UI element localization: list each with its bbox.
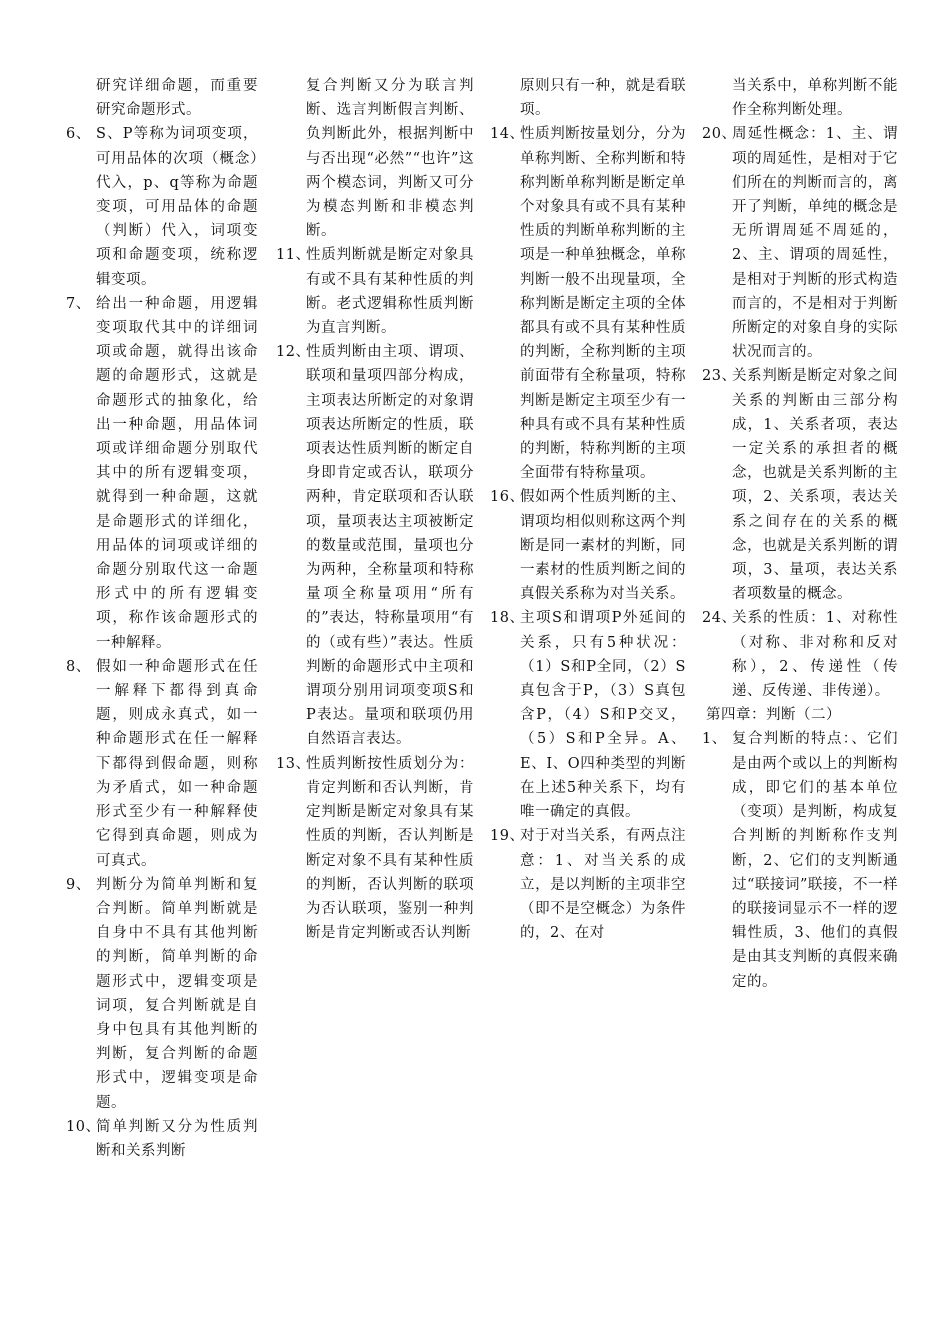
list-item <box>702 122 898 364</box>
list-item <box>490 485 686 606</box>
item-text: 关系的性质：1、对称性（对称、非对称和反对称），2、传递性（传递、反传递、非传递）。 <box>732 610 898 700</box>
item-number: 20、 <box>702 126 737 143</box>
item-text: 假如两个性质判断的主、谓项均相似则称这两个判断是同一素材的判断，同一素材的性质判断之间的真假关系称为对当关系。 <box>520 489 686 603</box>
list-item <box>702 727 898 993</box>
item-text: 性质判断按量划分，分为单称判断、全称判断和特称判断单称判断是断定单个对象具有或不具有某种性质的判断单称判断的主项是一种单独概念，单称判断一般不出现量项，全称判断是断定主项的全体都具有或不具有某种性质的判断，全称判断的主项前面带有全称量项，特称判断是断定主项至少有一种具有或不具有某种性质的判断，特称判断的主项全面带有特称量项。 <box>520 126 686 482</box>
column-2 <box>276 74 474 945</box>
list-item <box>490 606 686 824</box>
document-page <box>66 74 916 1284</box>
list-item <box>66 292 258 655</box>
item-text: 给出一种命题，用逻辑变项取代其中的详细词项或命题，就得出该命题的命题形式，这就是命题形式的抽象化，给出一种命题，用品体词项或详细命题分别取代其中的所有逻辑变项，就得到一种命题，这就是命题形式的详细化，用品体的词项或详细的命题分别取代这一命题形式中的所有逻辑变项，称作该命题形式的一种解释。 <box>96 295 258 651</box>
paragraph-continuation: 复合判断又分为联言判断、选言判断假言判断、负判断此外，根据判断中与否出现“必然”“也许”这两个模态词，判断又可分为模态判断和非模态判断。 <box>306 78 474 240</box>
list-item <box>276 243 474 340</box>
item-number: 1、 <box>702 731 727 748</box>
list-item <box>66 655 258 873</box>
list-item <box>276 752 474 946</box>
item-text: 性质判断由主项、谓项、联项和量项四部分构成，主项表达所断定的对象谓项表达所断定的性质，联项表达性质判断的断定自身即肯定或否认，联项分两种，肯定联项和否认联项，量项表达主项被断定的数量或范围，量项也分为两种，全称量项和特称量项全称量项用“所有的”表达，特称量项用“有的（或有些）”表达。性质判断的命题形式中主项和谓项分别用词项变项S和P表达。量项和联项仍用自然语言表达。 <box>306 344 474 748</box>
item-number: 10、 <box>66 1118 101 1135</box>
item-text: 性质判断按性质划分为：肯定判断和否认判断，肯定判断是断定对象具有某性质的判断，否认判断是断定对象不具有某种性质的判断，否认判断的联项为否认联项，鉴别一种判断是肯定判断或否认判断 <box>306 755 474 942</box>
list-item <box>490 122 686 485</box>
item-text: 简单判断又分为性质判断和关系判断 <box>96 1118 258 1159</box>
column-4 <box>702 74 898 994</box>
paragraph-continuation: 研究详细命题，而重要研究命题形式。 <box>96 78 258 119</box>
item-number: 18、 <box>490 610 525 627</box>
item-number: 7、 <box>66 295 91 312</box>
item-number: 12、 <box>276 344 311 361</box>
item-text: 假如一种命题形式在任一解释下都得到真命题，则成永真式，如一种命题形式在任一解释下都得到假命题，则称为矛盾式，如一种命题形式至少有一种解释使它得到真命题，则成为可真式。 <box>96 658 258 869</box>
item-text: 周延性概念：1、主、谓项的周延性，是相对于它们所在的判断而言的，离开了判断，单纯的概念是无所谓周延不周延的，2、主、谓项的周延性，是相对于判断的形式构造而言的，不是相对于判断所断定的对象自身的实际状况而言的。 <box>732 126 898 361</box>
paragraph-continuation: 当关系中，单称判断不能作全称判断处理。 <box>732 78 898 119</box>
list-item <box>702 364 898 606</box>
list-item <box>490 824 686 945</box>
chapter-heading: 第四章：判断（二） <box>706 707 841 724</box>
column-3 <box>490 74 686 945</box>
item-number: 6、 <box>66 126 91 143</box>
list-item <box>66 873 258 1115</box>
item-text: 复合判断的特点：、它们是由两个或以上的判断构成，即它们的基本单位（变项）是判断，构成复合判断的判断称作支判断，2、它们的支判断通过“联接词”联接，不一样的联接词显示不一样的逻辑性质，3、他们的真假是由其支判断的真假来确定的。 <box>732 731 898 990</box>
paragraph-continuation: 原则只有一种，就是看联项。 <box>520 78 686 119</box>
list-item <box>702 606 898 703</box>
item-text: 主项S和谓项P外延间的关系，只有5种状况：（1）S和P全同，（2）S真包含于P，（3）S真包含P，（4）S和P交叉，（5）S和P全异。A、E、I、O四种类型的判断在上述5种关系下，均有唯一确定的真假。 <box>520 610 686 821</box>
item-number: 14、 <box>490 126 525 143</box>
list-item <box>66 1115 258 1163</box>
list-item <box>66 122 258 291</box>
item-text: 对于对当关系，有两点注意：1、对当关系的成立，是以判断的主项非空（即不是空概念）为条件的，2、在对 <box>520 828 686 942</box>
item-text: 关系判断是断定对象之间关系的判断由三部分构成，1、关系者项，表达一定关系的承担者的概念，也就是关系判断的主项，2、关系项，表达关系之间存在的关系的概念，也就是关系判断的谓项，3、量项，表达关系者项数量的概念。 <box>732 368 898 603</box>
item-number: 9、 <box>66 876 91 893</box>
column-1 <box>66 74 258 1163</box>
item-text: 判断分为简单判断和复合判断。简单判断就是自身中不具有其他判断的判断，简单判断的命题形式中，逻辑变项是词项，复合判断就是自身中包具有其他判断的判断，复合判断的命题形式中，逻辑变项是命题。 <box>96 876 258 1111</box>
item-number: 8、 <box>66 658 91 675</box>
item-number: 16、 <box>490 489 525 506</box>
item-number: 24、 <box>702 610 737 627</box>
item-number: 13、 <box>276 755 311 772</box>
item-number: 11、 <box>276 247 311 264</box>
item-text: 性质判断就是断定对象具有或不具有某种性质的判断。老式逻辑称性质判断为直言判断。 <box>306 247 474 337</box>
list-item <box>276 340 474 751</box>
item-number: 19、 <box>490 828 525 845</box>
item-number: 23、 <box>702 368 737 385</box>
item-text: S、P等称为词项变项，可用品体的次项（概念）代入，p、q等称为命题变项，可用品体的命题（判断）代入，词项变项和命题变项，统称逻辑变项。 <box>96 126 258 288</box>
